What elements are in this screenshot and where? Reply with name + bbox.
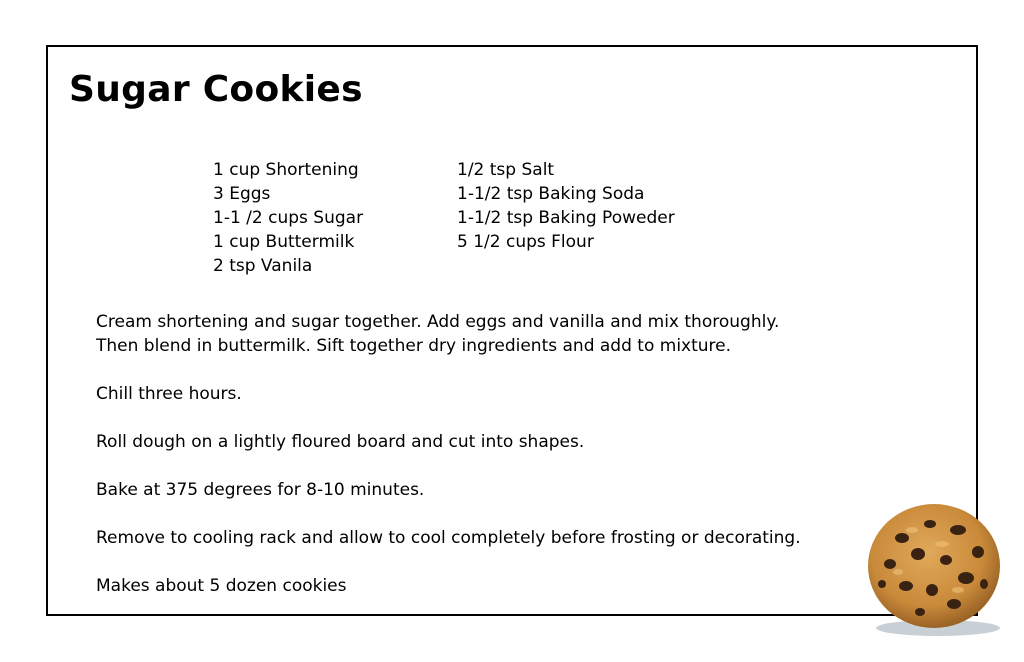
ingredient-item: 3 Eggs [213,184,271,204]
direction-line: Cream shortening and sugar together. Add eggs and vanilla and mix thoroughly. [96,312,780,332]
chocolate-chip-cookie-icon [862,500,1004,640]
ingredient-item: 2 tsp Vanila [213,256,313,276]
direction-line: Remove to cooling rack and allow to cool completely before frosting or decorating. [96,528,801,548]
ingredient-item: 1-1/2 tsp Baking Soda [457,184,645,204]
ingredient-item: 1-1 /2 cups Sugar [213,208,364,228]
directions [96,310,876,598]
direction-line: Roll dough on a lightly floured board and cut into shapes. [96,432,585,452]
ingredients-list-right [457,158,675,254]
recipe-title: Sugar Cookies [69,69,363,110]
recipe-yield: Makes about 5 dozen cookies [96,576,347,596]
ingredient-item: 1 cup Shortening [213,160,359,180]
ingredient-item: 5 1/2 cups Flour [457,232,594,252]
direction-line: Bake at 375 degrees for 8-10 minutes. [96,480,425,500]
ingredients-list-left [213,158,363,278]
direction-line: Chill three hours. [96,384,242,404]
ingredient-item: 1 cup Buttermilk [213,232,355,252]
direction-line: Then blend in buttermilk. Sift together dry ingredients and add to mixture. [96,336,732,356]
ingredient-item: 1-1/2 tsp Baking Poweder [457,208,675,228]
ingredient-item: 1/2 tsp Salt [457,160,555,180]
